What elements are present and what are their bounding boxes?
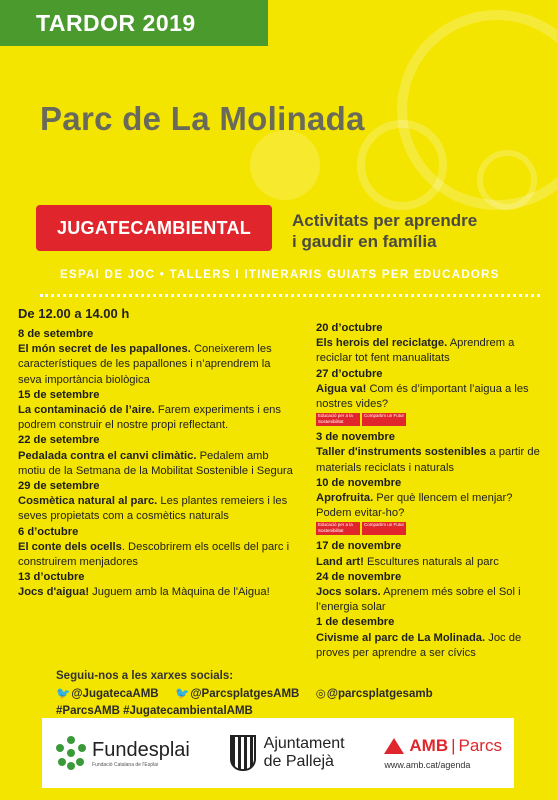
fundesplai-logo <box>54 736 190 770</box>
instagram-handle[interactable]: @parcsplatgesamb <box>326 688 433 700</box>
event-description: Com és d’important l’aigua a les nostres vides? <box>316 382 529 411</box>
ajuntament-city: de Pallejà <box>263 753 334 770</box>
instagram-icon: ◎ <box>315 688 326 700</box>
sustainability-badge-right: Compartim un Futur <box>362 522 406 535</box>
opening-hours: De 12.00 a 14.00 h <box>18 306 130 321</box>
event-item <box>18 525 294 571</box>
event-title: Jocs solars. <box>316 586 381 599</box>
event-date: 3 de novembre <box>316 431 395 444</box>
tagline <box>292 210 532 252</box>
event-description: Pedalem amb motiu de la Setmana de la Mobilitat Sostenible i Segura <box>18 449 293 477</box>
sustainability-badge-left: Educació per a la Sostenibilitat <box>316 522 360 535</box>
event-item <box>18 388 294 434</box>
ajuntament-label: Ajuntament <box>263 735 345 752</box>
events-column-left <box>18 327 294 601</box>
event-item <box>18 433 294 479</box>
event-description: Aprendrem a reciclar tot fent manualitats <box>316 337 515 365</box>
event-date: 15 de setembre <box>18 388 100 401</box>
event-title: El conte dels ocells <box>18 540 122 553</box>
event-item <box>316 476 544 536</box>
event-title: Jocs d'aigua! <box>18 586 90 599</box>
event-description: Coneixerem les característiques de les papallones i n’aprendrem la seva importància biològica <box>18 343 272 386</box>
sustainability-badge-icon <box>316 522 406 535</box>
hashtags[interactable]: #ParcsAMB #JugatecambientalAMB <box>56 705 253 717</box>
event-title: Taller d'instruments sostenibles <box>316 446 487 459</box>
amb-parcs: Parcs <box>458 736 502 755</box>
event-date: 29 de setembre <box>18 480 100 493</box>
twitter-icon: 🐦 <box>56 688 71 700</box>
season-banner: TARDOR 2019 <box>0 0 268 46</box>
palleja-logo <box>230 735 345 771</box>
event-title: La contaminació de l’aire. <box>18 404 155 417</box>
event-item <box>316 570 544 616</box>
event-description: Per què llencem el menjar? Podem evitar-ho? <box>316 492 513 520</box>
social-handles <box>56 686 433 703</box>
event-title: Civisme al parc de La Molinada. <box>316 631 486 644</box>
tagline-line2: i gaudir en família <box>292 232 437 251</box>
event-item <box>316 321 544 367</box>
event-title: Cosmètica natural al parc. <box>18 495 158 508</box>
social-section <box>56 670 433 720</box>
event-date: 6 d’octubre <box>18 525 79 538</box>
event-date: 1 de desembre <box>316 616 395 629</box>
decorative-circle <box>357 120 447 210</box>
event-item <box>316 430 544 476</box>
twitter-handle-jugateca[interactable]: @JugatecaAMB <box>71 688 159 700</box>
event-item <box>316 539 544 569</box>
coat-of-arms-icon <box>230 735 256 771</box>
event-description: Farem experiments i ens podrem construir el nostre propi reflectant. <box>18 404 281 432</box>
sun-icon <box>250 130 320 200</box>
event-description: . Descobrirem els ocells del parc i construirem menjadores <box>18 540 290 569</box>
event-title: Aprofruita. <box>316 492 374 505</box>
agenda-link[interactable]: www.amb.cat/agenda <box>384 760 471 770</box>
events-column-right <box>316 321 544 661</box>
event-title: Aigua va! <box>316 382 367 395</box>
amb-separator: | <box>451 736 456 755</box>
fundesplai-name: Fundesplai <box>92 738 190 761</box>
tagline-line1: Activitats per aprendre <box>292 211 478 230</box>
event-title: Els herois del reciclatge. <box>316 337 448 350</box>
event-item <box>316 615 544 661</box>
sustainability-badge-icon <box>316 413 406 426</box>
event-date: 24 de novembre <box>316 570 402 583</box>
event-item <box>18 479 294 525</box>
park-title: Parc de La Molinada <box>40 100 365 137</box>
event-title: Land art! <box>316 555 364 568</box>
event-description: Les plantes remeiers i les seves propietats com a cosmètics naturals <box>18 495 288 523</box>
decorative-circle <box>477 150 537 210</box>
amb-name: AMB <box>409 736 449 755</box>
twitter-handle-parcs[interactable]: @ParcsplatgesAMB <box>190 688 300 700</box>
event-title: El món secret de les papallones. <box>18 343 191 356</box>
sustainability-badge-left: Educació per a la Sostenibilitat <box>316 413 360 426</box>
event-date: 17 de novembre <box>316 540 402 553</box>
event-item <box>18 570 294 600</box>
event-date: 13 d’octubre <box>18 571 85 584</box>
event-description: a partir de materials reciclats i naturals <box>316 446 540 474</box>
event-date: 8 de setembre <box>18 328 94 340</box>
event-description: Juguem amb la Màquina de l'Aigua! <box>89 586 270 599</box>
social-title: Seguiu-nos a les xarxes socials: <box>56 670 234 682</box>
event-item <box>18 327 294 388</box>
event-date: 10 de novembre <box>316 476 402 489</box>
sustainability-badge-right: Compartim un Futur <box>362 413 406 426</box>
event-description: Escultures naturals al parc <box>363 555 499 568</box>
event-description: Aprenem més sobre el Sol i l’energia solar <box>316 586 521 614</box>
event-date: 22 de setembre <box>18 434 100 447</box>
amb-parcs-logo <box>384 736 502 770</box>
subheading: ESPAI DE JOC • TALLERS I ITINERARIS GUIATS PER EDUCADORS <box>60 269 500 281</box>
fundesplai-mark-icon <box>54 736 88 770</box>
fundesplai-subtitle: Fundació Catalana de l'Esplai <box>92 761 158 768</box>
twitter-icon: 🐦 <box>175 688 190 700</box>
dotted-divider <box>40 294 540 297</box>
campaign-badge: JUGATECAMBIENTAL <box>36 205 272 251</box>
event-description: Joc de proves per aprendre a ser cívics <box>316 631 522 659</box>
event-item <box>316 367 544 427</box>
amb-triangle-icon <box>384 738 404 754</box>
sponsor-footer <box>42 718 514 788</box>
event-date: 27 d’octubre <box>316 367 383 380</box>
event-date: 20 d’octubre <box>316 322 383 334</box>
event-title: Pedalada contra el canvi climàtic. <box>18 449 197 462</box>
